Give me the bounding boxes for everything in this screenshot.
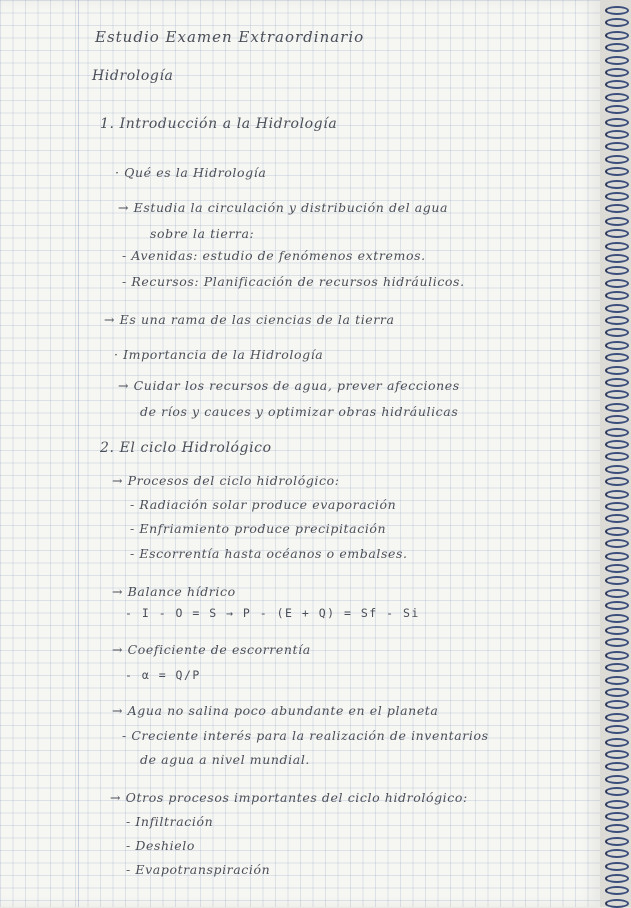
spiral-ring (605, 465, 629, 474)
spiral-ring (605, 601, 629, 610)
spiral-ring (605, 589, 629, 598)
spiral-ring (605, 93, 629, 102)
spiral-ring (605, 738, 629, 747)
spiral-binding (600, 0, 631, 907)
section-1-heading: 1. Introducción a la Hidrología (100, 116, 338, 132)
spiral-ring (605, 353, 629, 362)
spiral-ring (605, 899, 629, 908)
spiral-ring (605, 638, 629, 647)
spiral-ring (605, 440, 629, 449)
spiral-ring (605, 651, 629, 660)
spiral-ring (605, 341, 629, 350)
spiral-ring (605, 539, 629, 548)
note-line: → Es una rama de las ciencias de la tierra (104, 312, 395, 327)
spiral-ring (605, 750, 629, 759)
spiral-ring (605, 43, 629, 52)
spiral-ring (605, 316, 629, 325)
spiral-ring (605, 874, 629, 883)
spiral-ring (605, 204, 629, 213)
formula-line: - I - O = S → P - (E + Q) = Sf - Si (125, 606, 420, 620)
spiral-ring (605, 700, 629, 709)
spiral-ring (605, 837, 629, 846)
spiral-ring (605, 663, 629, 672)
note-line: - Enfriamiento produce precipitación (130, 521, 387, 536)
note-line: - Creciente interés para la realización de inventarios (122, 728, 489, 743)
spiral-ring (605, 6, 629, 15)
note-line: → Agua no salina poco abundante en el planeta (112, 703, 439, 718)
spiral-ring (605, 192, 629, 201)
note-line: → Otros procesos importantes del ciclo hidrológico: (110, 790, 468, 805)
spiral-ring (605, 490, 629, 499)
note-line: de agua a nivel mundial. (140, 752, 310, 767)
note-line: - Infiltración (126, 814, 214, 829)
spiral-ring (605, 688, 629, 697)
spiral-ring (605, 713, 629, 722)
spiral-ring (605, 477, 629, 486)
spiral-ring (605, 626, 629, 635)
spiral-ring (605, 564, 629, 573)
spiral-ring (605, 105, 629, 114)
spiral-ring (605, 18, 629, 27)
note-line: → Coeficiente de escorrentía (112, 642, 311, 657)
spiral-ring (605, 80, 629, 89)
spiral-ring (605, 576, 629, 585)
note-line: - Avenidas: estudio de fenómenos extremos. (122, 248, 426, 263)
spiral-ring (605, 291, 629, 300)
note-line: - Recursos: Planificación de recursos hidráulicos. (122, 274, 465, 289)
spiral-ring (605, 167, 629, 176)
spiral-ring (605, 390, 629, 399)
spiral-ring (605, 328, 629, 337)
note-line: - Escorrentía hasta océanos o embalses. (130, 546, 408, 561)
spiral-ring (605, 403, 629, 412)
spiral-ring (605, 676, 629, 685)
spiral-ring (605, 502, 629, 511)
spiral-ring (605, 217, 629, 226)
subject-heading: Hidrología (92, 68, 174, 84)
spiral-ring (605, 415, 629, 424)
spiral-ring (605, 775, 629, 784)
note-line: - Evapotranspiración (126, 862, 271, 877)
note-line: · Qué es la Hidrología (115, 165, 267, 180)
spiral-ring (605, 180, 629, 189)
spiral-ring (605, 812, 629, 821)
spiral-ring (605, 527, 629, 536)
margin-line (78, 0, 79, 907)
spiral-ring (605, 428, 629, 437)
spiral-ring (605, 279, 629, 288)
spiral-ring (605, 514, 629, 523)
spiral-ring (605, 304, 629, 313)
section-2-heading: 2. El ciclo Hidrológico (100, 440, 272, 456)
formula-line: - α = Q/P (125, 668, 201, 682)
spiral-ring (605, 242, 629, 251)
spiral-ring (605, 68, 629, 77)
spiral-ring (605, 254, 629, 263)
spiral-ring (605, 824, 629, 833)
note-line: → Estudia la circulación y distribución del agua (118, 200, 449, 215)
note-line: de ríos y cauces y optimizar obras hidráulicas (140, 404, 459, 419)
spiral-ring (605, 800, 629, 809)
note-line: · Importancia de la Hidrología (114, 347, 324, 362)
spiral-ring (605, 725, 629, 734)
page-title: Estudio Examen Extraordinario (95, 28, 365, 46)
spiral-ring (605, 229, 629, 238)
spiral-ring (605, 118, 629, 127)
note-line: → Cuidar los recursos de agua, prever afecciones (118, 378, 460, 393)
note-line: - Radiación solar produce evaporación (130, 497, 397, 512)
note-line: sobre la tierra: (150, 226, 255, 241)
note-line: → Balance hídrico (112, 584, 236, 599)
spiral-ring (605, 886, 629, 895)
spiral-ring (605, 266, 629, 275)
spiral-ring (605, 155, 629, 164)
note-line: - Deshielo (126, 838, 196, 853)
spiral-ring (605, 142, 629, 151)
spiral-ring (605, 452, 629, 461)
spiral-ring (605, 378, 629, 387)
spiral-ring (605, 56, 629, 65)
note-line: → Procesos del ciclo hidrológico: (112, 473, 340, 488)
spiral-ring (605, 762, 629, 771)
spiral-ring (605, 130, 629, 139)
spiral-ring (605, 552, 629, 561)
spiral-ring (605, 787, 629, 796)
spiral-ring (605, 31, 629, 40)
spiral-ring (605, 849, 629, 858)
spiral-ring (605, 862, 629, 871)
spiral-ring (605, 366, 629, 375)
spiral-ring (605, 614, 629, 623)
